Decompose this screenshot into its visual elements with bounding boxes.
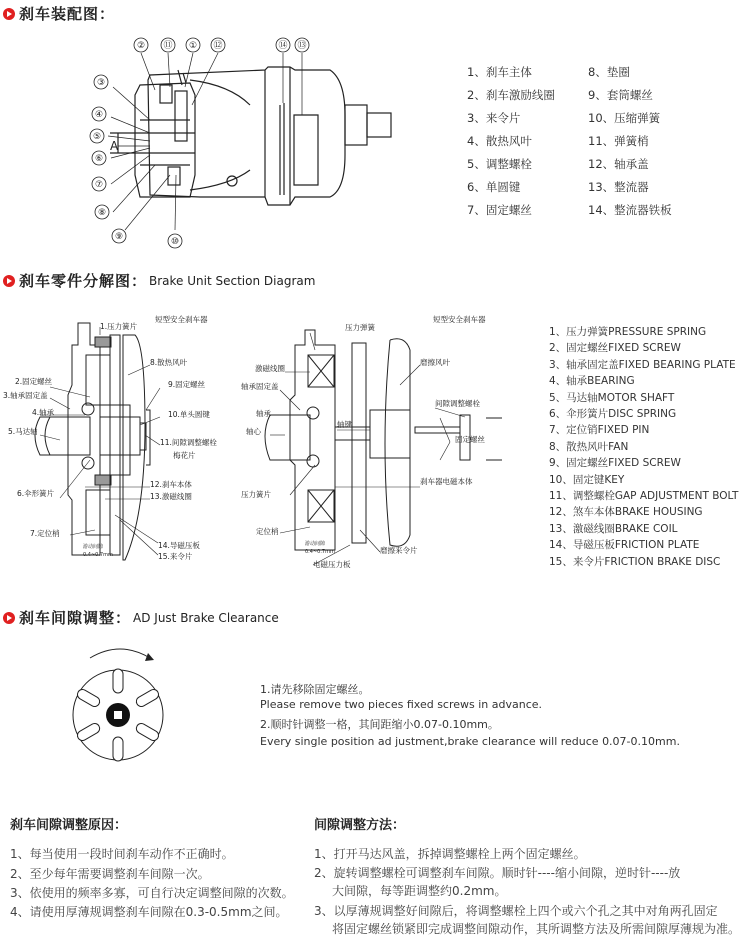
label-brake-body: 刹车器电磁本体 bbox=[420, 477, 473, 486]
clearance-step-1-cn: 1.请先移除固定螺丝。 bbox=[260, 683, 370, 696]
method-item: 3、以厚薄规调整好间隙后，将调整螺栓上四个或六个孔之其中对角两孔固定 bbox=[314, 904, 718, 918]
assembly-part-item: 7、固定螺丝 bbox=[467, 203, 532, 217]
section-part-item: 6、伞形簧片DISC SPRING bbox=[549, 408, 677, 420]
method-item: 1、打开马达风盖，拆掉调整螺栓上两个固定螺丝。 bbox=[314, 847, 586, 861]
play-bullet-icon bbox=[3, 275, 15, 287]
label-bearing-cover: 轴承固定盖 bbox=[241, 382, 279, 391]
assembly-part-item: 9、套筒螺丝 bbox=[588, 88, 653, 102]
label-pressure-spring: 1.压力簧片 bbox=[100, 322, 138, 331]
assembly-part-item: 14、整流器铁板 bbox=[588, 203, 672, 217]
plum-plate-icon bbox=[73, 669, 163, 761]
callout-5: ⑤ bbox=[92, 132, 102, 142]
callout-4: ④ bbox=[94, 110, 104, 120]
assembly-part-item: 6、单圆键 bbox=[467, 180, 521, 194]
callout-12: ⑫ bbox=[213, 41, 223, 51]
label-brake-disc: 15.来令片 bbox=[158, 552, 193, 561]
label-fixed-pin: 7.定位梢 bbox=[30, 529, 60, 538]
rotation-arrow-icon bbox=[90, 649, 150, 658]
section-part-item: 15、来令片FRICTION BRAKE DISC bbox=[549, 555, 721, 568]
label-gap-bolt: 11.间隙调整螺栓 bbox=[160, 438, 217, 447]
callout-7: ⑦ bbox=[94, 180, 104, 190]
label-plum-plate: 梅花片 bbox=[173, 451, 196, 460]
assembly-part-item: 11、弹簧梢 bbox=[588, 134, 649, 148]
reason-item: 2、至少每年需要调整刹车间隙一次。 bbox=[10, 867, 210, 881]
section-diagram-heading bbox=[3, 270, 315, 291]
assembly-part-item: 1、刹车主体 bbox=[467, 65, 532, 79]
label-key: 10.单头圆键 bbox=[168, 410, 210, 419]
gap-value: 0.4~0.7mm bbox=[305, 549, 335, 555]
section-part-item: 3、轴承固定盖FIXED BEARING PLATE bbox=[549, 358, 736, 371]
gap-value: 0.4~0.7mm bbox=[83, 552, 113, 558]
label-coil: 13.激磁线圈 bbox=[150, 492, 192, 501]
method-item: 2、旋转调整螺栓可调整刹车间隙。顺时针----缩小间隙，逆时针----放 bbox=[314, 866, 681, 880]
label-bearing: 轴承 bbox=[256, 409, 271, 418]
view-a-label: A bbox=[110, 139, 119, 153]
assembly-part-item: 5、调整螺栓 bbox=[467, 157, 532, 171]
callout-8: ⑧ bbox=[97, 208, 107, 218]
label-disc-spring: 6.伞形簧片 bbox=[17, 489, 55, 498]
section-part-item: 8、散热风叶FAN bbox=[549, 440, 629, 453]
section-part-item: 11、调整螺栓GAP ADJUSTMENT BOLT bbox=[549, 490, 739, 502]
section-part-item: 12、煞车本体BRAKE HOUSING bbox=[549, 506, 703, 519]
reasons-title: 刹车间隙调整原因： bbox=[10, 818, 128, 833]
section-part-item: 2、固定螺丝FIXED SCREW bbox=[549, 342, 681, 355]
assembly-heading bbox=[3, 3, 115, 24]
gap-label: 游动间隙 bbox=[305, 541, 326, 547]
label-brake-body: 12.刹车本体 bbox=[150, 480, 192, 489]
callout-1: ① bbox=[188, 41, 198, 51]
gap-label: 游动间隙 bbox=[83, 544, 104, 550]
play-bullet-icon bbox=[3, 8, 15, 20]
label-fixed-pin: 定位梢 bbox=[256, 527, 279, 536]
reason-item: 4、请使用厚薄规调整刹车间隙在0.3-0.5mm之间。 bbox=[10, 905, 288, 919]
assembly-part-item: 13、整流器 bbox=[588, 180, 649, 194]
clearance-step-2-en: Every single position ad justment,brake clearance will reduce 0.07-0.10mm. bbox=[260, 735, 680, 748]
label-fixed-screw: 固定螺丝 bbox=[455, 435, 485, 444]
adjust-disc-diagram bbox=[60, 640, 180, 765]
label-key: 轴键 bbox=[337, 420, 352, 429]
label-fixed-screw-9: 9.固定螺丝 bbox=[168, 380, 206, 389]
section-part-item: 5、马达轴MOTOR SHAFT bbox=[549, 391, 675, 404]
assembly-title: 刹车装配图： bbox=[19, 5, 116, 23]
play-bullet-icon bbox=[3, 612, 15, 624]
callout-6: ⑥ bbox=[94, 154, 104, 164]
section-diagram-right bbox=[240, 305, 520, 570]
section-part-item: 14、导磁压板FRICTION PLATE bbox=[549, 539, 700, 552]
callout-2: ② bbox=[136, 41, 146, 51]
section-part-item: 7、定位销FIXED PIN bbox=[549, 424, 650, 437]
clearance-step-2-cn: 2.顺时针调整一格，其间距缩小0.07-0.10mm。 bbox=[260, 718, 499, 731]
method-title: 间隙调整方法： bbox=[314, 818, 406, 833]
label-gap-bolt: 间隙调整螺栓 bbox=[435, 399, 480, 408]
label-fan: 8.散热风叶 bbox=[150, 358, 188, 367]
label-pressure-spring: 压力弹簧 bbox=[345, 323, 375, 332]
section-part-item: 10、固定键KEY bbox=[549, 473, 625, 486]
section-part-item: 9、固定螺丝FIXED SCREW bbox=[549, 457, 681, 470]
assembly-part-item: 10、压缩弹簧 bbox=[588, 111, 661, 125]
assembly-part-item: 8、垫圈 bbox=[588, 65, 630, 79]
method-item-continued: 大间隙，每等距调整约0.2mm。 bbox=[332, 884, 507, 898]
section-part-item: 13、激磁线圈BRAKE COIL bbox=[549, 522, 678, 535]
section-part-item: 1、压力弹簧PRESSURE SPRING bbox=[549, 326, 707, 338]
callout-10: ⑩ bbox=[170, 237, 180, 247]
callout-13: ⑬ bbox=[297, 41, 307, 51]
clearance-title-en: AD Just Brake Clearance bbox=[133, 610, 279, 625]
label-fixed-screw: 2.固定螺丝 bbox=[15, 377, 53, 386]
callout-3: ③ bbox=[96, 78, 106, 88]
label-shaft: 轴心 bbox=[246, 427, 261, 436]
clearance-step-1-en: Please remove two pieces fixed screws in advance. bbox=[260, 698, 543, 711]
assembly-diagram bbox=[0, 25, 440, 255]
assembly-part-item: 4、散热风叶 bbox=[467, 134, 532, 148]
label-disc-spring: 压力簧片 bbox=[241, 490, 271, 499]
method-item-continued: 将固定螺丝锁紧即完成调整间隙动作，其所调整方法及所需间隙厚薄规为准。 bbox=[332, 922, 741, 936]
callout-11: ⑪ bbox=[163, 41, 173, 51]
section-diagram-title: 刹车零件分解图： bbox=[19, 272, 148, 290]
label-coil: 激磁线圈 bbox=[255, 364, 285, 373]
callout-14: ⑭ bbox=[278, 41, 288, 51]
reason-item: 1、每当使用一段时间刹车动作不正确时。 bbox=[10, 847, 234, 861]
label-friction-fan: 磨擦风叶 bbox=[420, 358, 450, 367]
label-friction-plate: 14.导磁压板 bbox=[158, 541, 200, 550]
section-part-item: 4、轴承BEARING bbox=[549, 375, 635, 388]
label-bearing-cover: 3.轴承固定盖 bbox=[3, 391, 48, 400]
label-pressure-plate: 电磁压力板 bbox=[313, 560, 351, 569]
reason-item: 3、依使用的频率多寡，可自行决定调整间隙的次数。 bbox=[10, 886, 294, 900]
clearance-heading bbox=[3, 607, 279, 628]
callout-9: ⑨ bbox=[114, 232, 124, 242]
assembly-part-item: 12、轴承盖 bbox=[588, 157, 649, 171]
right-diagram-title: 短型安全刹车器 bbox=[433, 315, 486, 324]
label-motor-shaft: 5.马达轴 bbox=[8, 427, 38, 436]
assembly-part-item: 3、来令片 bbox=[467, 111, 521, 125]
label-friction-disc: 磨擦来令片 bbox=[380, 546, 418, 555]
section-diagram-left bbox=[0, 305, 240, 570]
assembly-part-item: 2、刹车激励线圈 bbox=[467, 88, 555, 102]
left-diagram-title: 短型安全刹车器 bbox=[155, 315, 208, 324]
section-diagram-title-en: Brake Unit Section Diagram bbox=[149, 273, 316, 288]
label-bearing: 4.轴承 bbox=[32, 408, 55, 417]
clearance-title: 刹车间隙调整： bbox=[19, 609, 132, 627]
